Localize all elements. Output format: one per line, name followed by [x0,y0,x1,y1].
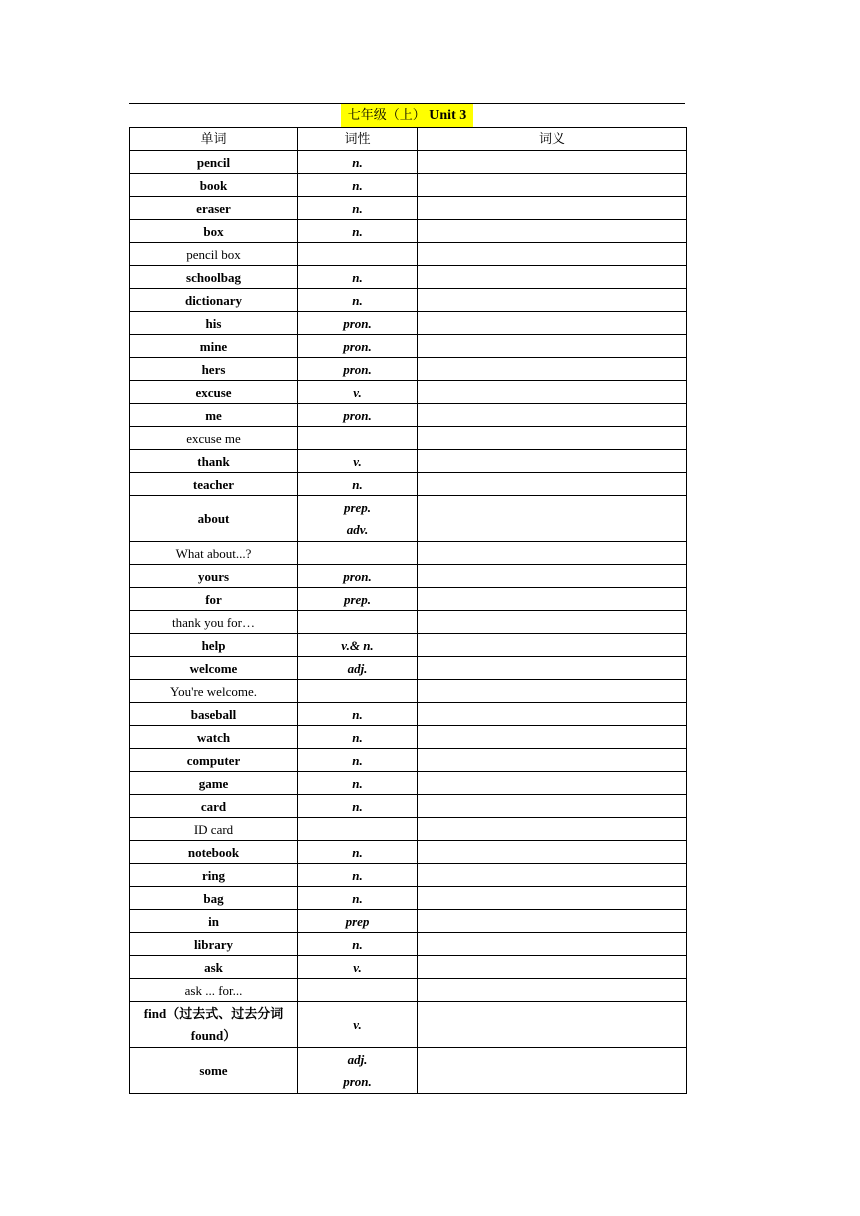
word-cell: card [130,795,298,818]
meaning-cell[interactable] [418,657,687,680]
table-row [130,726,687,749]
meaning-cell[interactable] [418,496,687,542]
header-part-of-speech: 词性 [298,128,418,151]
word-cell [130,1002,298,1048]
word-cell: dictionary [130,289,298,312]
part-of-speech-text-line2: pron. [343,1073,372,1089]
table-row [130,910,687,933]
word-cell: ask ... for... [130,979,298,1002]
meaning-cell[interactable] [418,197,687,220]
word-cell: You're welcome. [130,680,298,703]
word-cell: notebook [130,841,298,864]
table-row [130,542,687,565]
part-of-speech-cell: pron. [298,335,418,358]
part-of-speech-cell: n. [298,726,418,749]
header-word: 单词 [130,128,298,151]
word-text: find（过去式、过去分词 [143,1005,284,1021]
part-of-speech-cell: n. [298,220,418,243]
part-of-speech-cell [298,243,418,266]
part-of-speech-cell: pron. [298,358,418,381]
meaning-cell[interactable] [418,588,687,611]
meaning-cell[interactable] [418,887,687,910]
word-cell: about [130,496,298,542]
table-row [130,473,687,496]
table-row [130,404,687,427]
part-of-speech-cell [298,611,418,634]
word-cell: welcome [130,657,298,680]
word-cell: baseball [130,703,298,726]
table-row [130,174,687,197]
header-meaning: 词义 [418,128,687,151]
meaning-cell[interactable] [418,910,687,933]
word-cell: pencil box [130,243,298,266]
word-cell: help [130,634,298,657]
word-cell: game [130,772,298,795]
meaning-cell[interactable] [418,703,687,726]
meaning-cell[interactable] [418,611,687,634]
vocabulary-table [129,127,687,1094]
part-of-speech-cell: prep. [298,588,418,611]
word-cell: thank you for… [130,611,298,634]
part-of-speech-cell: n. [298,174,418,197]
word-cell: library [130,933,298,956]
part-of-speech-text-line2: adv. [346,521,369,537]
table-row [130,772,687,795]
title-grade: 七年级（上） [347,108,426,123]
table-row [130,358,687,381]
part-of-speech-cell: n. [298,887,418,910]
word-cell: schoolbag [130,266,298,289]
table-row [130,657,687,680]
part-of-speech-cell: n. [298,749,418,772]
meaning-cell[interactable] [418,772,687,795]
word-cell: thank [130,450,298,473]
meaning-cell[interactable] [418,358,687,381]
meaning-cell[interactable] [418,473,687,496]
table-row [130,197,687,220]
word-cell: computer [130,749,298,772]
table-row [130,427,687,450]
table-row [130,864,687,887]
part-of-speech-cell: pron. [298,312,418,335]
word-cell: book [130,174,298,197]
meaning-cell[interactable] [418,450,687,473]
table-header-row [130,128,687,151]
part-of-speech-cell [298,427,418,450]
table-row [130,841,687,864]
table-row [130,795,687,818]
part-of-speech-cell: pron. [298,565,418,588]
page-title [129,104,685,127]
word-cell: ring [130,864,298,887]
meaning-cell[interactable] [418,818,687,841]
meaning-cell[interactable] [418,933,687,956]
word-cell: watch [130,726,298,749]
meaning-cell[interactable] [418,335,687,358]
part-of-speech-cell [298,979,418,1002]
meaning-cell[interactable] [418,404,687,427]
table-row [130,496,687,542]
table-body [130,151,687,1094]
part-of-speech-cell: pron. [298,404,418,427]
word-cell: hers [130,358,298,381]
meaning-cell[interactable] [418,542,687,565]
table-row [130,381,687,404]
word-cell: bag [130,887,298,910]
word-cell: excuse me [130,427,298,450]
part-of-speech-cell: v. [298,956,418,979]
table-row [130,818,687,841]
word-text-line2: found） [190,1027,237,1043]
word-cell: yours [130,565,298,588]
meaning-cell[interactable] [418,289,687,312]
word-cell: eraser [130,197,298,220]
word-cell: some [130,1048,298,1094]
meaning-cell[interactable] [418,381,687,404]
meaning-cell[interactable] [418,956,687,979]
table-row [130,335,687,358]
part-of-speech-cell: adj. [298,657,418,680]
meaning-cell[interactable] [418,749,687,772]
table-row [130,266,687,289]
part-of-speech-cell [298,542,418,565]
table-row [130,1048,687,1094]
meaning-cell[interactable] [418,979,687,1002]
table-row [130,312,687,335]
word-cell: ask [130,956,298,979]
table-row [130,450,687,473]
word-cell: his [130,312,298,335]
meaning-cell[interactable] [418,1048,687,1094]
table-row [130,703,687,726]
meaning-cell[interactable] [418,427,687,450]
part-of-speech-cell: v. [298,381,418,404]
table-row [130,565,687,588]
part-of-speech-text: adj. [347,1051,368,1067]
word-cell: What about...? [130,542,298,565]
table-row [130,220,687,243]
meaning-cell[interactable] [418,151,687,174]
part-of-speech-cell: n. [298,772,418,795]
meaning-cell[interactable] [418,634,687,657]
word-cell: pencil [130,151,298,174]
part-of-speech-cell: n. [298,151,418,174]
meaning-cell[interactable] [418,266,687,289]
table-row [130,933,687,956]
meaning-cell[interactable] [418,174,687,197]
meaning-cell[interactable] [418,220,687,243]
word-cell: ID card [130,818,298,841]
part-of-speech-cell: n. [298,795,418,818]
part-of-speech-cell: n. [298,841,418,864]
word-cell: teacher [130,473,298,496]
part-of-speech-cell: v. [298,450,418,473]
meaning-cell[interactable] [418,680,687,703]
part-of-speech-cell [298,680,418,703]
word-cell: excuse [130,381,298,404]
table-row [130,979,687,1002]
word-cell: for [130,588,298,611]
meaning-cell[interactable] [418,795,687,818]
word-cell: mine [130,335,298,358]
table-row [130,289,687,312]
part-of-speech-cell: n. [298,197,418,220]
part-of-speech-cell: v. [298,1002,418,1048]
meaning-cell[interactable] [418,841,687,864]
meaning-cell[interactable] [418,864,687,887]
meaning-cell[interactable] [418,312,687,335]
title-unit: Unit 3 [429,108,467,123]
part-of-speech-cell [298,1048,418,1094]
part-of-speech-cell [298,818,418,841]
table-row [130,887,687,910]
part-of-speech-cell: n. [298,289,418,312]
part-of-speech-cell: n. [298,703,418,726]
part-of-speech-cell: prep [298,910,418,933]
part-of-speech-cell [298,496,418,542]
table-row [130,1002,687,1048]
table-row [130,749,687,772]
table-row [130,634,687,657]
table-row [130,611,687,634]
word-cell: me [130,404,298,427]
meaning-cell[interactable] [418,726,687,749]
part-of-speech-text: prep. [343,499,372,515]
table-row [130,588,687,611]
part-of-speech-cell: n. [298,933,418,956]
part-of-speech-cell: n. [298,864,418,887]
part-of-speech-cell: n. [298,473,418,496]
title-highlight [341,104,473,127]
meaning-cell[interactable] [418,1002,687,1048]
word-cell: in [130,910,298,933]
table-row [130,243,687,266]
meaning-cell[interactable] [418,565,687,588]
part-of-speech-cell: n. [298,266,418,289]
table-row [130,151,687,174]
word-cell: box [130,220,298,243]
part-of-speech-cell: v.& n. [298,634,418,657]
meaning-cell[interactable] [418,243,687,266]
table-row [130,680,687,703]
table-row [130,956,687,979]
